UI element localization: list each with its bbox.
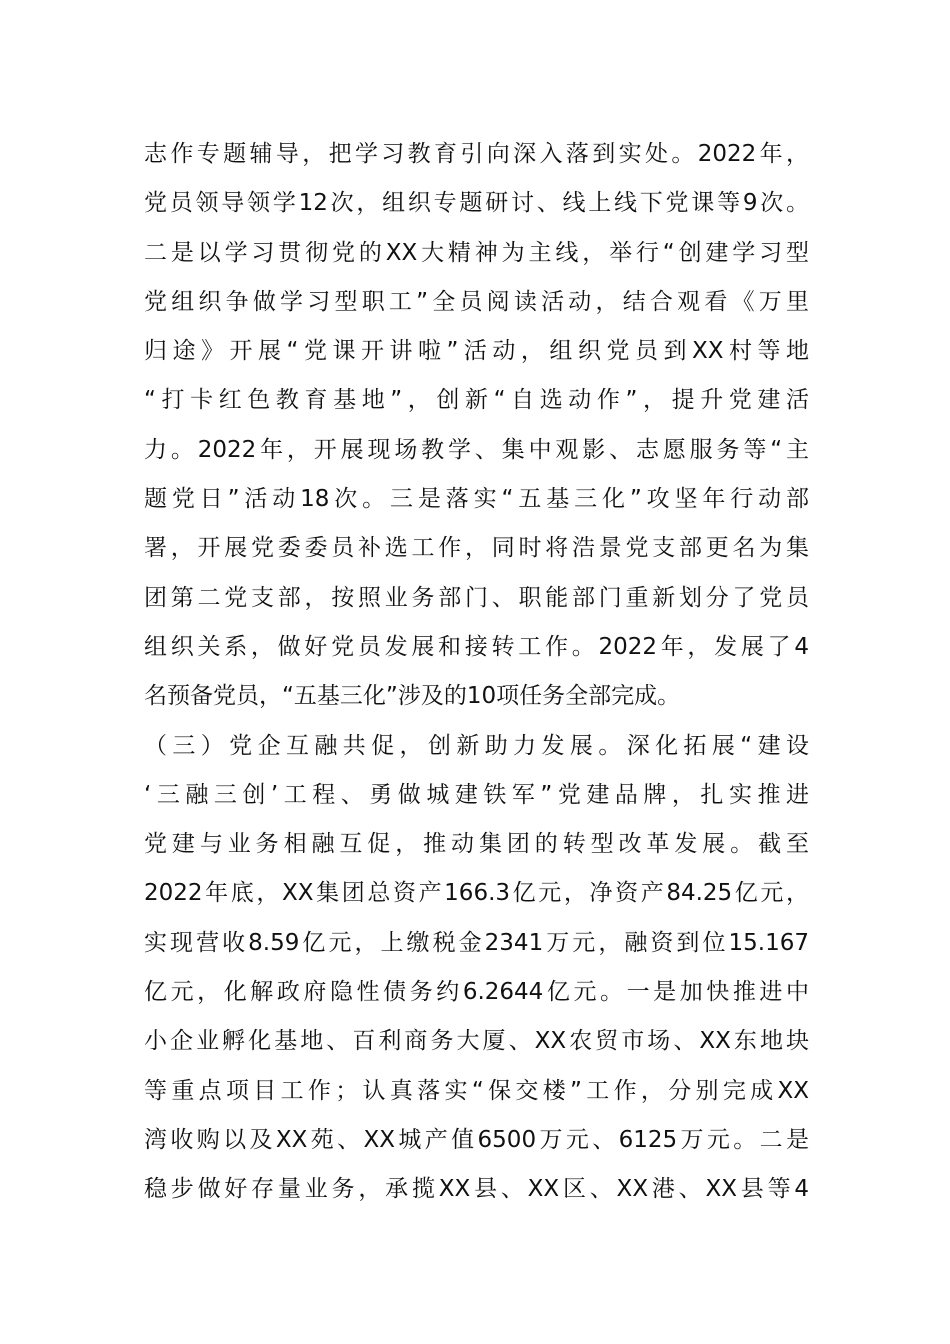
text-line: 名预备党员，“五基三化”涉及的10项任务全部完成。 bbox=[144, 683, 681, 710]
text-line: 力。2022年，开展现场教学、集中观影、志愿服务等“主 bbox=[144, 436, 809, 463]
text-line: 党员领导领学12次，组织专题研讨、线上线下党课等9次。 bbox=[144, 190, 809, 217]
text-line: 亿元，化解政府隐性债务约6.2644亿元。一是加快推进中 bbox=[144, 979, 809, 1006]
text-line: 署，开展党委委员补选工作，同时将浩景党支部更名为集 bbox=[144, 535, 809, 562]
text-line: 稳步做好存量业务，承揽XX县、XX区、XX港、XX县等4 bbox=[144, 1176, 809, 1203]
text-line: 组织关系，做好党员发展和接转工作。2022年，发展了4 bbox=[144, 633, 809, 660]
text-line: 实现营收8.59亿元，上缴税金2341万元，融资到位15.167 bbox=[144, 929, 809, 956]
text-line: 题党日”活动18次。三是落实“五基三化”攻坚年行动部 bbox=[144, 486, 809, 513]
text-line: “打卡红色教育基地”，创新“自选动作”，提升党建活 bbox=[144, 387, 809, 414]
text-line: 2022年底，XX集团总资产166.3亿元，净资产84.25亿元， bbox=[144, 880, 809, 907]
text-line: （三）党企互融共促，创新助力发展。深化拓展“建设 bbox=[144, 732, 809, 759]
text-line: 党建与业务相融互促，推动集团的转型改革发展。截至 bbox=[144, 831, 809, 858]
text-line: 小企业孵化基地、百利商务大厦、XX农贸市场、XX东地块 bbox=[144, 1028, 809, 1055]
text-line: 归途》开展“党课开讲啦”活动，组织党员到XX村等地 bbox=[144, 338, 809, 365]
text-line: 志作专题辅导，把学习教育引向深入落到实处。2022年， bbox=[144, 141, 809, 167]
document-body-text bbox=[144, 130, 809, 1215]
text-line: 团第二党支部，按照业务部门、职能部门重新划分了党员 bbox=[144, 584, 809, 611]
text-line: 湾收购以及XX苑、XX城产值6500万元、6125万元。二是 bbox=[144, 1126, 809, 1153]
text-line: 等重点项目工作；认真落实“保交楼”工作，分别完成XX bbox=[144, 1077, 809, 1104]
text-line: 二是以学习贯彻党的XX大精神为主线，举行“创建学习型 bbox=[144, 239, 809, 266]
text-line: 党组织争做学习型职工”全员阅读活动，结合观看《万里 bbox=[144, 288, 809, 315]
text-line: ‘三融三创’工程、勇做城建铁军”党建品牌，扎实推进 bbox=[144, 781, 809, 808]
